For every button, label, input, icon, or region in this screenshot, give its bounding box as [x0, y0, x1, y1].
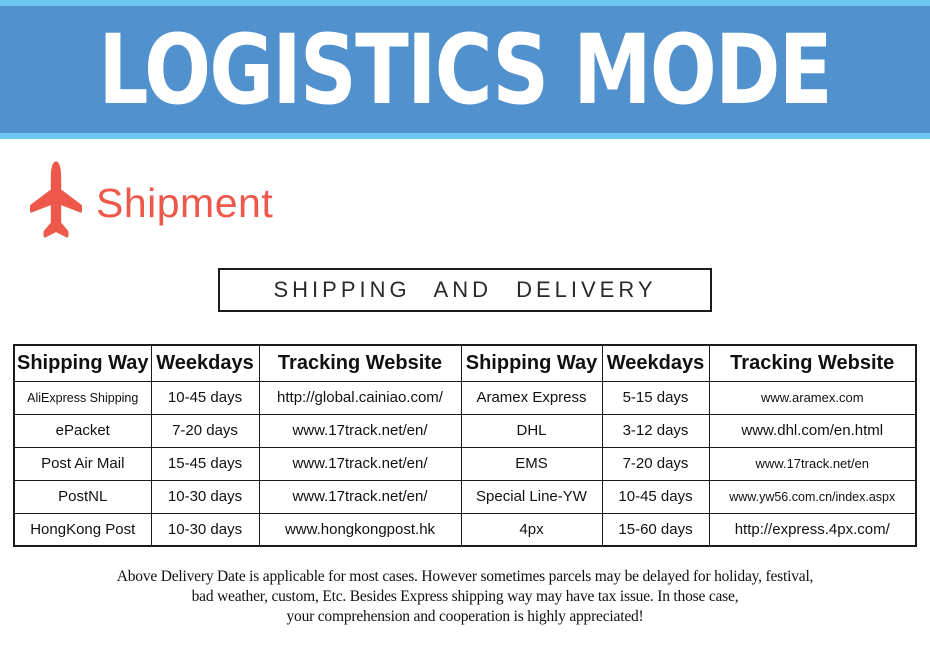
table-row	[14, 381, 916, 414]
cell-shipping-way: PostNL	[14, 480, 151, 513]
table-row	[14, 513, 916, 546]
cell-tracking-url: http://express.4px.com/	[709, 513, 916, 546]
cell-tracking-url: www.17track.net/en	[709, 447, 916, 480]
table-row	[14, 414, 916, 447]
cell-weekdays: 15-45 days	[151, 447, 259, 480]
airplane-icon	[30, 159, 82, 247]
shipment-heading	[30, 159, 930, 247]
cell-shipping-way: Special Line-YW	[461, 480, 602, 513]
shipment-label: Shipment	[96, 179, 274, 226]
cell-weekdays: 10-30 days	[151, 513, 259, 546]
table-row	[14, 447, 916, 480]
cell-tracking-url: www.hongkongpost.hk	[259, 513, 461, 546]
cell-tracking-url: www.aramex.com	[709, 381, 916, 414]
cell-tracking-url: www.17track.net/en/	[259, 414, 461, 447]
cell-tracking-url: http://global.cainiao.com/	[259, 381, 461, 414]
cell-weekdays: 10-30 days	[151, 480, 259, 513]
cell-weekdays: 10-45 days	[602, 480, 709, 513]
cell-shipping-way: Aramex Express	[461, 381, 602, 414]
header-weekdays-right: Weekdays	[602, 345, 709, 381]
shipping-delivery-title: SHIPPING AND DELIVERY	[273, 277, 657, 302]
cell-weekdays: 5-15 days	[602, 381, 709, 414]
header-shipping-way-right: Shipping Way	[461, 345, 602, 381]
cell-weekdays: 3-12 days	[602, 414, 709, 447]
cell-weekdays: 10-45 days	[151, 381, 259, 414]
shipping-table	[13, 344, 917, 547]
header-tracking-website-right: Tracking Website	[709, 345, 916, 381]
cell-shipping-way: EMS	[461, 447, 602, 480]
disclaimer-line-1: Above Delivery Date is applicable for most cases. However sometimes parcels may be delayed for holiday, festival,	[116, 568, 814, 585]
cell-shipping-way: HongKong Post	[14, 513, 151, 546]
cell-weekdays: 7-20 days	[602, 447, 709, 480]
cell-weekdays: 7-20 days	[151, 414, 259, 447]
cell-shipping-way: 4px	[461, 513, 602, 546]
cell-shipping-way: ePacket	[14, 414, 151, 447]
disclaimer-line-2: bad weather, custom, Etc. Besides Express shipping way may have tax issue. In those case,	[191, 588, 739, 605]
header-shipping-way-left: Shipping Way	[14, 345, 151, 381]
disclaimer-line-3: your comprehension and cooperation is highly appreciated!	[286, 608, 644, 625]
delivery-disclaimer	[0, 567, 930, 627]
header-tracking-website-left: Tracking Website	[259, 345, 461, 381]
cell-shipping-way: Post Air Mail	[14, 447, 151, 480]
cell-shipping-way: AliExpress Shipping	[14, 381, 151, 414]
table-row	[14, 480, 916, 513]
banner-title: LOGISTICS MODE	[98, 13, 832, 126]
cell-tracking-url: www.yw56.com.cn/index.aspx	[709, 480, 916, 513]
cell-shipping-way: DHL	[461, 414, 602, 447]
table-header-row	[14, 345, 916, 381]
cell-weekdays: 15-60 days	[602, 513, 709, 546]
cell-tracking-url: www.17track.net/en/	[259, 480, 461, 513]
header-weekdays-left: Weekdays	[151, 345, 259, 381]
shipping-delivery-box	[218, 268, 712, 312]
cell-tracking-url: www.17track.net/en/	[259, 447, 461, 480]
logistics-mode-banner	[0, 0, 930, 139]
cell-tracking-url: www.dhl.com/en.html	[709, 414, 916, 447]
